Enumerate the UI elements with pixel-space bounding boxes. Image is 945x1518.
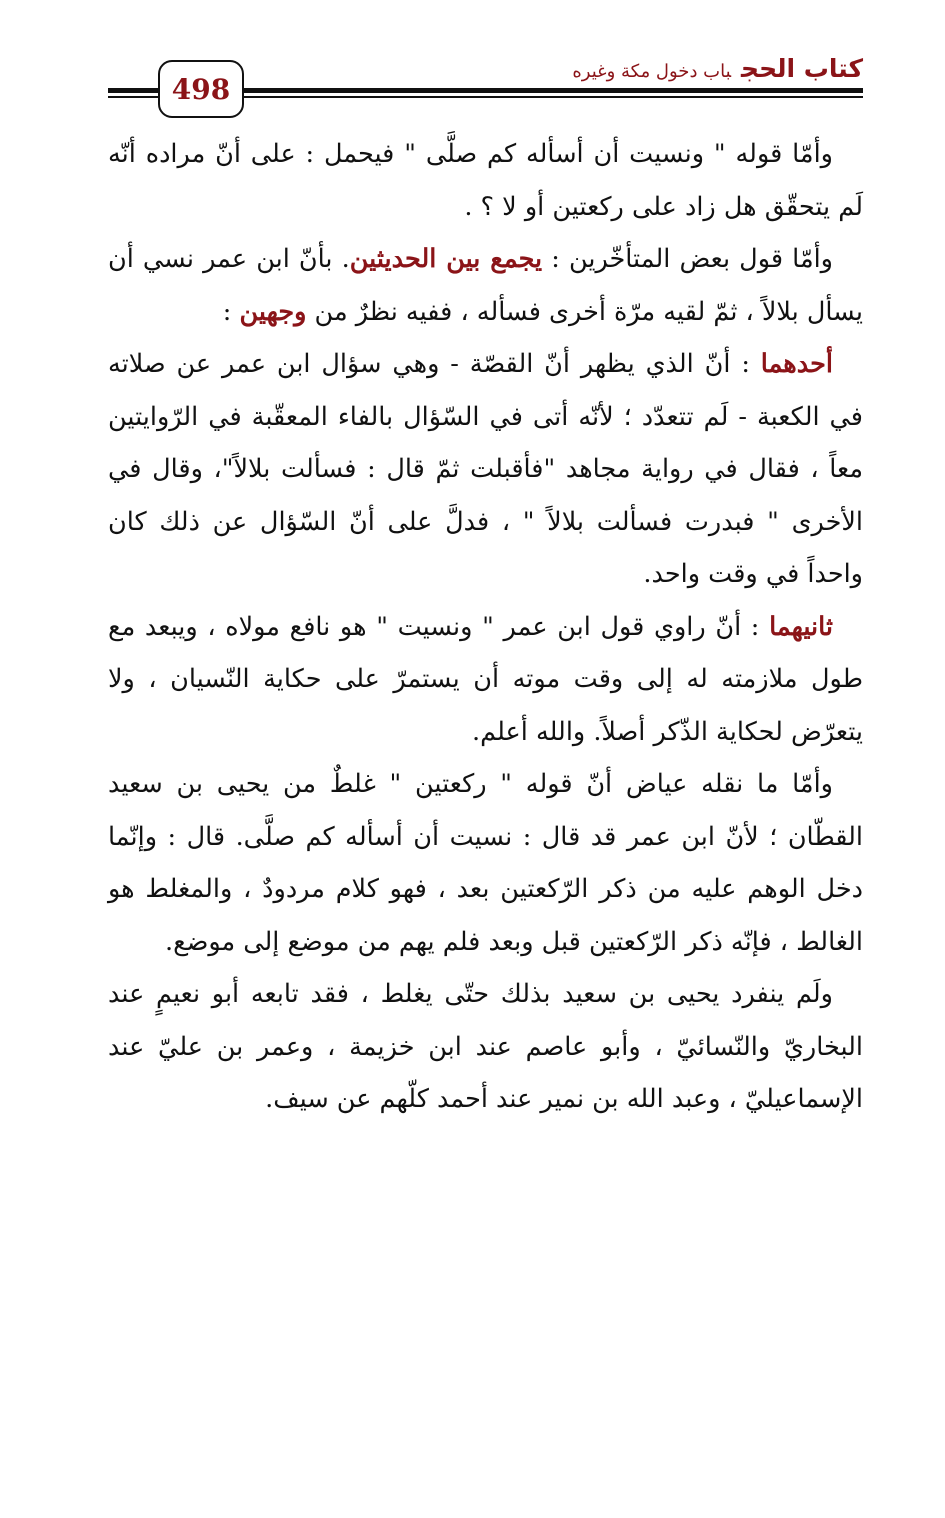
text-segment: ولَم ينفرد يحيى بن سعيد بذلك حتّى يغلط ، فقد تابعه أبو نعيمٍ عند البخاريّ والنّسائيّ ، وأبو عاصم عند ابن خزيمة ، وعمر بن عليّ عند الإسماعيليّ ، وعبد الله بن نمير عند أحمد كلّهم عن سيف. (108, 979, 863, 1114)
running-title (572, 54, 863, 83)
page-number: 498 (171, 72, 231, 106)
text-segment: . بأنّ ابن عمر نسي أن يسأل بلالاً ، ثمّ لقيه مرّة أخرى فسأله ، ففيه نظرٌ من (108, 244, 863, 327)
page-number-box (158, 60, 244, 118)
highlight-phrase: يجمع بين الحديثين (349, 244, 543, 274)
highlight-phrase: أحدهما (760, 349, 833, 379)
paragraph-1 (108, 128, 863, 233)
chapter-title: باب دخول مكة وغيره (572, 61, 732, 82)
text-segment: : أنّ راوي قول ابن عمر " ونسيت " هو نافع مولاه ، ويبعد مع طول ملازمته له إلى وقت موته أن يستمرّ على حكاية النّسيان ، ولا يتعرّض لحكاية الذّكر أصلاً. والله أعلم. (108, 611, 863, 747)
paragraph-5 (108, 758, 863, 968)
text-segment: وأمّا قول بعض المتأخّرين : (542, 244, 833, 274)
text-segment: وأمّا ما نقله عياض أنّ قوله " ركعتين " غلطٌ من يحيى بن سعيد القطّان ؛ لأنّ ابن عمر قد قال : نسيت أن أسأله كم صلَّى. قال : وإنّما دخل الوهم عليه من ذكر الرّكعتين بعد ، فهو كلام مردودٌ ، والمغلط هو الغالط ، فإنّه ذكر الرّكعتين قبل وبعد فلم يهم من موضع إلى موضع. (108, 769, 863, 957)
highlight-phrase: وجهين (239, 296, 307, 327)
paragraph-6 (108, 968, 863, 1126)
text-segment: وأمّا قوله " ونسيت أن أسأله كم صلَّى " فيحمل : على أنّ مراده أنّه لَم يتحقّق هل زاد على ركعتين أو لا ؟ . (108, 139, 863, 222)
text-segment: : (222, 296, 240, 327)
paragraph-3 (108, 338, 863, 601)
book-title: كتاب الحج (741, 54, 863, 83)
highlight-phrase: ثانيهما (769, 611, 833, 642)
page-header (108, 40, 863, 130)
page-body (108, 128, 863, 1126)
paragraph-4 (108, 601, 863, 759)
text-segment: : أنّ الذي يظهر أنّ القصّة - وهي سؤال ابن عمر عن صلاته في الكعبة - لَم تتعدّد ؛ لأنّه أتى في السّؤال بالفاء المعقّبة في الرّوايتين معاً ، فقال في رواية مجاهد "فأقبلت ثمّ قال : فسألت بلالاً"، وقال في الأخرى " فبدرت فسألت بلالاً " ، فدلَّ على أنّ السّؤال عن ذلك كان واحداً في وقت واحد. (108, 349, 863, 589)
paragraph-2 (108, 233, 863, 338)
